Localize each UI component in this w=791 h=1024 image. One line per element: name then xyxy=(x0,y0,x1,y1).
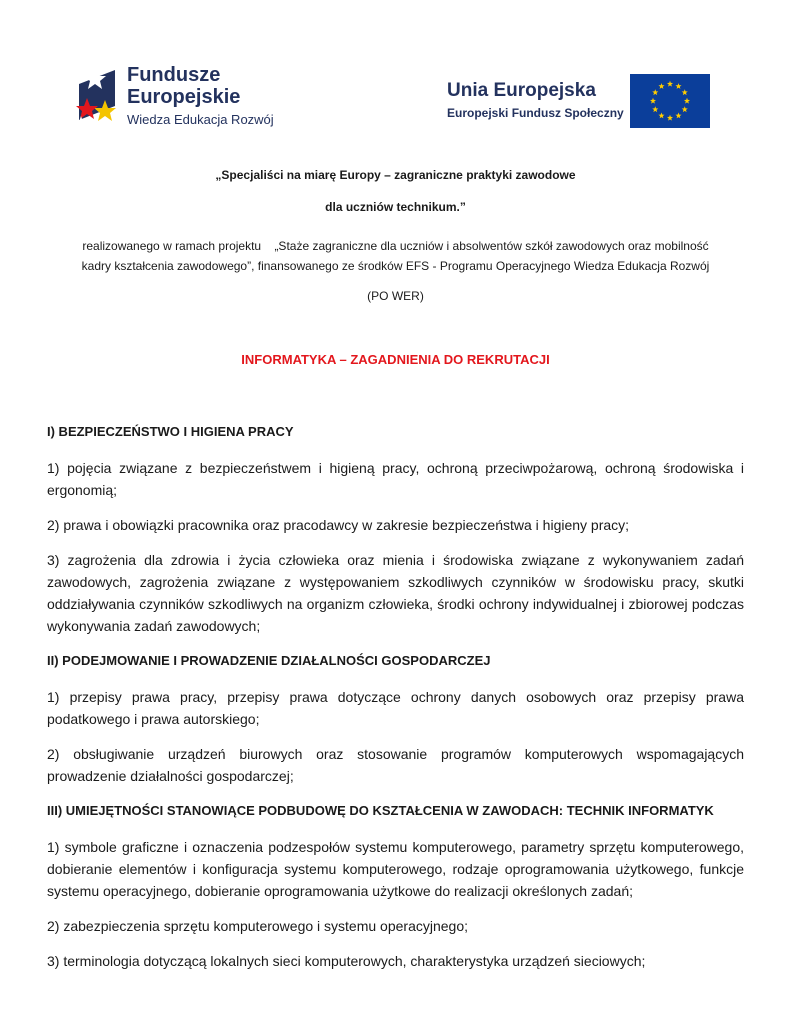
program-acronym: (PO WER) xyxy=(367,289,424,303)
fundusze-europejskie-logo xyxy=(75,62,275,136)
fe-stars-icon xyxy=(75,62,123,136)
eu-star-icon xyxy=(675,113,681,119)
list-item: 1) pojęcia związane z bezpieczeństwem i higieną pracy, ochroną przeciwpożarową, ochroną środowiska i ergonomią; xyxy=(47,460,744,498)
project-title-line1: „Specjaliści na miarę Europy – zagraniczne praktyki zawodowe xyxy=(215,168,576,182)
list-item: 1) symbole graficzne i oznaczenia podzespołów systemu komputerowego, parametry sprzętu komputerowego, dobieranie elementów i konfiguracja systemu komputerowego, rodzaje oprogramowania użytkowego, funkcje systemu operacyjnego, dobieranie oprogramowania użytkowe do realizacji określonych zadań; xyxy=(47,839,744,899)
fe-title-line2: Europejskie xyxy=(127,86,241,108)
fe-title-line1: Fundusze xyxy=(127,64,221,86)
document-body xyxy=(47,421,744,985)
eu-star-icon xyxy=(667,81,673,87)
eu-star-icon xyxy=(652,89,658,95)
section-heading: III) UMIEJĘTNOŚCI STANOWIĄCE PODBUDOWĘ DO KSZTAŁCENIA W ZAWODACH: TECHNIK INFORMATYK xyxy=(47,803,714,818)
project-title-line2: dla uczniów technikum.” xyxy=(325,200,466,214)
unia-europejska-logo xyxy=(447,74,712,130)
eu-star-icon xyxy=(652,106,658,112)
ue-subtitle: Europejski Fundusz Społeczny xyxy=(447,106,624,120)
eu-flag-icon xyxy=(630,74,710,128)
section-heading: II) PODEJMOWANIE I PROWADZENIE DZIAŁALNOŚCI GOSPODARCZEJ xyxy=(47,653,491,668)
list-item: 3) zagrożenia dla zdrowia i życia człowieka oraz mienia i środowiska związane z wykonywaniem zadań zawodowych, zagrożenia związane z występowaniem szkodliwych czynników w środowisku pracy, skutki oddziaływania czynników szkodliwych na organizm człowieka, środki ochrony indywidualnej i zbiorowej podczas wykonywania zadań zawodowych; xyxy=(47,552,744,634)
list-item: 2) obsługiwanie urządzeń biurowych oraz stosowanie programów komputerowych wspomagających prowadzenie działalności gospodarczej; xyxy=(47,746,744,784)
list-item: 2) prawa i obowiązki pracownika oraz pracodawcy w zakresie bezpieczeństwa i higieny pracy; xyxy=(47,517,630,533)
list-item: 1) przepisy prawa pracy, przepisy prawa dotyczące ochrony danych osobowych oraz przepisy prawa podatkowego i prawa autorskiego; xyxy=(47,689,744,727)
document-title: INFORMATYKA – ZAGADNIENIA DO REKRUTACJI xyxy=(241,352,550,367)
eu-star-icon xyxy=(675,83,681,89)
fe-subtitle: Wiedza Edukacja Rozwój xyxy=(127,112,274,127)
project-description xyxy=(40,236,751,276)
list-item: 2) zabezpieczenia sprzętu komputerowego i systemu operacyjnego; xyxy=(47,918,469,934)
project-description-line1: realizowanego w ramach projektu „Staże zagraniczne dla uczniów i absolwentów szkół zawodowych oraz mobilność xyxy=(82,239,709,253)
eu-star-icon xyxy=(658,113,664,119)
eu-star-icon xyxy=(682,89,688,95)
eu-star-icon xyxy=(658,83,664,89)
project-description-line2: kadry kształcenia zawodowego”, finansowanego ze środków EFS - Programu Operacyjnego Wiedza Edukacja Rozwój xyxy=(81,259,710,273)
eu-star-icon xyxy=(667,115,673,121)
eu-star-icon xyxy=(650,98,656,104)
section-heading: I) BEZPIECZEŃSTWO I HIGIENA PRACY xyxy=(47,424,294,439)
list-item: 3) terminologia dotyczącą lokalnych sieci komputerowych, charakterystyka urządzeń sieciowych; xyxy=(47,953,646,969)
ue-title: Unia Europejska xyxy=(447,80,596,101)
eu-star-icon xyxy=(682,106,688,112)
eu-star-icon xyxy=(684,98,690,104)
